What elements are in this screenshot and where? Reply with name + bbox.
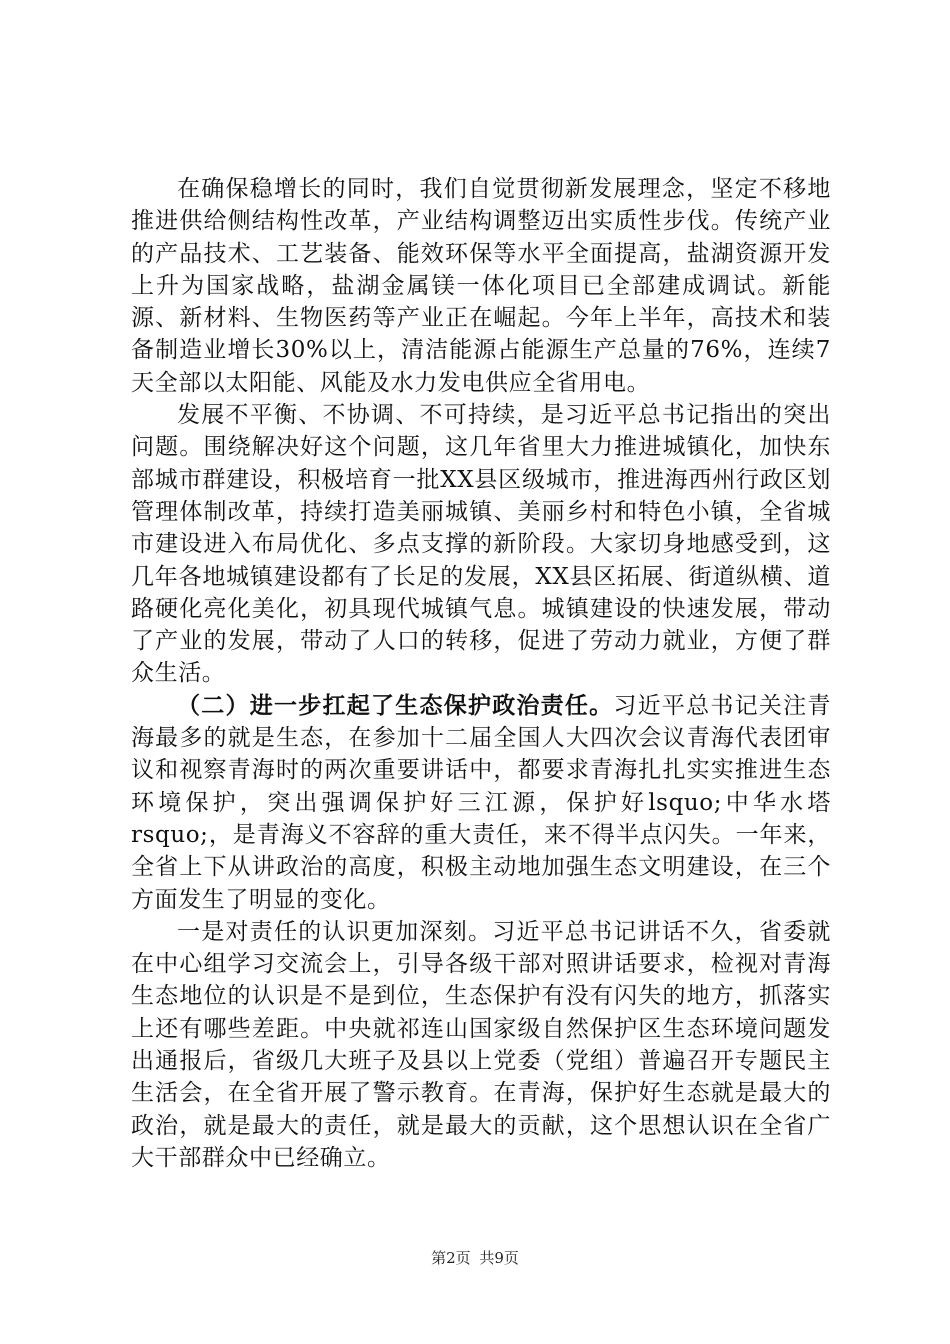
- page-number: 第2页: [431, 1249, 471, 1267]
- paragraph-1-text: 在确保稳增长的同时，我们自觉贯彻新发展理念，坚定不移地推进供给侧结构性改革，产业结构调整迈出实质性步伐。传统产业的产品技术、工艺装备、能效环保等水平全面提高，盐湖资源开发上升为国家战略，盐湖金属镁一体化项目已全部建成调试。新能源、新材料、生物医药等产业正在崛起。今年上半年，高技术和装备制造业增长30%以上，清洁能源占能源生产总量的76%，连续7天全部以太阳能、风能及水力发电供应全省用电。: [131, 176, 831, 396]
- paragraph-2: [131, 399, 831, 690]
- paragraph-2-text: 发展不平衡、不协调、不可持续，是习近平总书记指出的突出问题。围绕解决好这个问题，这几年省里大力推进城镇化，加快东部城市群建设，积极培育一批XX县区级城市，推进海西州行政区划管理体制改革，持续打造美丽城镇、美丽乡村和特色小镇，全省城市建设进入布局优化、多点支撑的新阶段。大家切身地感受到，这几年各地城镇建设都有了长足的发展，XX县区拓展、街道纵横、道路硬化亮化美化，初具现代城镇气息。城镇建设的快速发展，带动了产业的发展，带动了人口的转移，促进了劳动力就业，方便了群众生活。: [131, 402, 831, 687]
- document-body: [131, 173, 831, 1174]
- paragraph-4: [131, 916, 831, 1174]
- page-total: 共9页: [479, 1249, 519, 1267]
- paragraph-3-text: 习近平总书记关注青海最多的就是生态，在参加十二届全国人大四次会议青海代表团审议和视察青海时的两次重要讲话中，都要求青海扎扎实实推进生态环境保护，突出强调保护好三江源，保护好lsquo;中华水塔rsquo;，是青海义不容辞的重大责任，来不得半点闪失。一年来，全省上下从讲政治的高度，积极主动地加强生态文明建设，在三个方面发生了明显的变化。: [131, 692, 831, 913]
- page-footer: [0, 1247, 950, 1268]
- paragraph-3: [131, 690, 831, 916]
- paragraph-1: [131, 173, 831, 399]
- paragraph-4-text: 一是对责任的认识更加深刻。习近平总书记讲话不久，省委就在中心组学习交流会上，引导各级干部对照讲话要求，检视对青海生态地位的认识是不是到位，生态保护有没有闪失的地方，抓落实上还有哪些差距。中央就祁连山国家级自然保护区生态环境问题发出通报后，省级几大班子及县以上党委（党组）普遍召开专题民主生活会，在全省开展了警示教育。在青海，保护好生态就是最大的政治，就是最大的责任，就是最大的贡献，这个思想认识在全省广大干部群众中已经确立。: [131, 918, 831, 1171]
- section-heading: （二）进一步扛起了生态保护政治责任。: [177, 691, 614, 719]
